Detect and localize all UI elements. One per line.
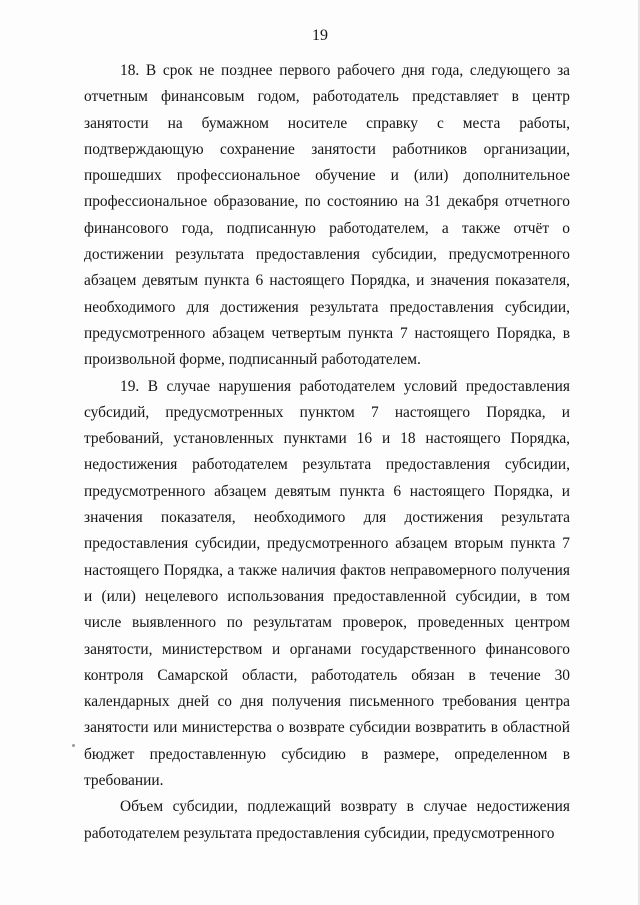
paragraph-19: 19. В случае нарушения работодателем условий предоставления субсидий, предусмотренных пунктом 7 настоящего Порядка, и требований, установленных пунктами 16 и 18 настоящего Порядка, недостижения работодателем результата предоставления субсидии, предусмотренного абзацем девятым пункта 6 настоящего Порядка, и значения показателя, необходимого для достижения результата предоставления субсидии, предусмотренного абзацем вторым пункта 7 настоящего Порядка, а также наличия фактов неправомерного получения и (или) нецелевого использования предоставленной субсидии, в том числе выявленного по результатам проверок, проведенных центром занятости, министерством и органами государственного финансового контроля Самарской области, работодатель обязан в течение 30 календарных дней со дня получения письменного требования центра занятости или министерства о возврате субсидии возвратить в областной бюджет предоставленную субсидию в размере, определенном в требовании. <box>84 377 570 790</box>
page-number: 19 <box>312 27 328 44</box>
document-body <box>84 58 570 847</box>
paragraph-refund-volume: Объем субсидии, подлежащий возврату в случае недостижения работодателем результата предоставления субсидии, предусмотренного <box>84 798 570 842</box>
paragraph-18: 18. В срок не позднее первого рабочего дня года, следующего за отчетным финансовым годом, работодатель представляет в центр занятости на бумажном носителе справку с места работы, подтверждающую сохранение занятости работников организации, прошедших профессиональное обучение и (или) дополнительное профессиональное образование, по состоянию на 31 декабря отчетного финансового года, подписанную работодателем, а также отчёт о достижении результата предоставления субсидии, предусмотренного абзацем девятым пункта 6 настоящего Порядка, и значения показателя, необходимого для достижения результата предоставления субсидии, предусмотренного абзацем четвертым пункта 7 настоящего Порядка, в произвольной форме, подписанный работодателем. <box>84 62 570 369</box>
scan-speck <box>72 744 75 747</box>
